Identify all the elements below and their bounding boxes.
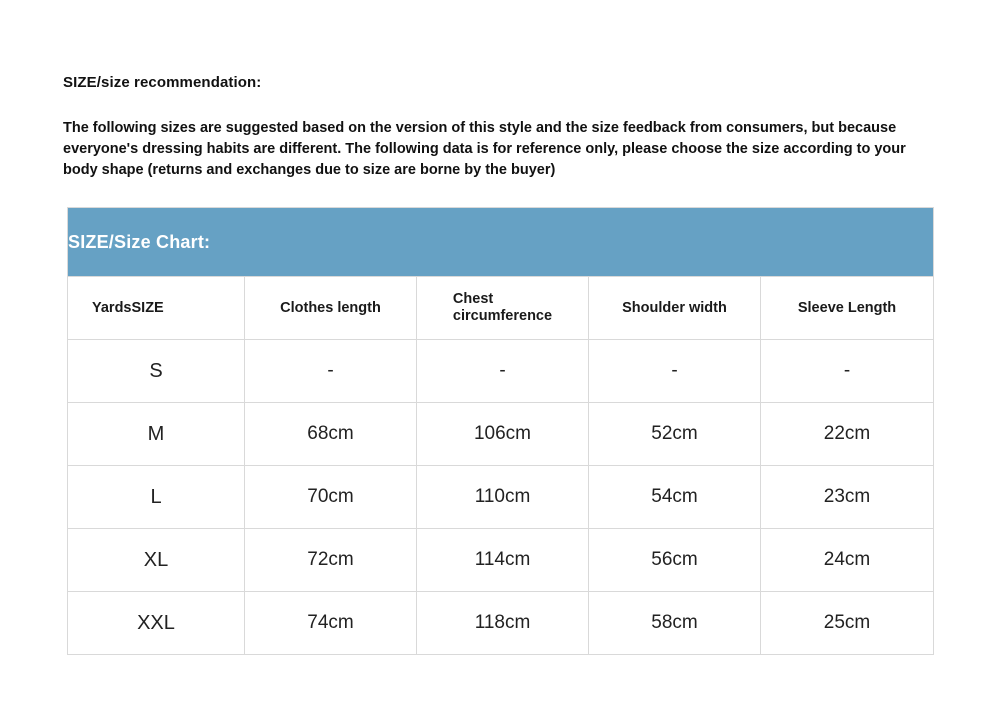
table-row xyxy=(68,529,934,592)
header-chest-line2: circumference xyxy=(452,308,553,324)
cell-sleeve-length: 23cm xyxy=(761,466,934,529)
table-row xyxy=(68,466,934,529)
header-yards-size: YardsSIZE xyxy=(68,277,245,340)
header-chest-line1: Chest xyxy=(452,291,494,307)
cell-shoulder-width: - xyxy=(589,340,761,403)
size-chart-table xyxy=(67,207,934,655)
cell-chest-circumference: 114cm xyxy=(417,529,589,592)
cell-chest-circumference: 118cm xyxy=(417,592,589,655)
header-clothes-length: Clothes length xyxy=(245,277,417,340)
table-title-text: SIZE/Size Chart: xyxy=(68,231,211,252)
cell-size: XXL xyxy=(68,592,245,655)
cell-sleeve-length: - xyxy=(761,340,934,403)
cell-size: XL xyxy=(68,529,245,592)
table-row xyxy=(68,403,934,466)
intro-paragraph: The following sizes are suggested based on the version of this style and the size feedback from consumers, but because everyone's dressing habits are different. The following data is for reference only, please choose the size according to your body shape (returns and exchanges due to size are borne by the buyer) xyxy=(63,120,906,178)
size-chart-table-wrapper xyxy=(67,207,933,655)
cell-sleeve-length: 25cm xyxy=(761,592,934,655)
cell-chest-circumference: 110cm xyxy=(417,466,589,529)
cell-shoulder-width: 56cm xyxy=(589,529,761,592)
cell-clothes-length: - xyxy=(245,340,417,403)
cell-chest-circumference: - xyxy=(417,340,589,403)
table-row xyxy=(68,592,934,655)
header-shoulder-width: Shoulder width xyxy=(589,277,761,340)
cell-clothes-length: 68cm xyxy=(245,403,417,466)
table-row xyxy=(68,340,934,403)
cell-sleeve-length: 24cm xyxy=(761,529,934,592)
table-title-row xyxy=(68,208,934,277)
cell-sleeve-length: 22cm xyxy=(761,403,934,466)
cell-clothes-length: 74cm xyxy=(245,592,417,655)
header-sleeve-length: Sleeve Length xyxy=(761,277,934,340)
cell-size: S xyxy=(68,340,245,403)
cell-shoulder-width: 52cm xyxy=(589,403,761,466)
page-title: SIZE/size recommendation: xyxy=(63,74,262,91)
cell-clothes-length: 70cm xyxy=(245,466,417,529)
cell-clothes-length: 72cm xyxy=(245,529,417,592)
header-chest-circumference xyxy=(417,277,589,340)
header-chest-circumference-text xyxy=(453,291,552,325)
cell-shoulder-width: 54cm xyxy=(589,466,761,529)
cell-size: M xyxy=(68,403,245,466)
table-title-cell xyxy=(68,208,934,277)
table-header-row xyxy=(68,277,934,340)
cell-shoulder-width: 58cm xyxy=(589,592,761,655)
cell-chest-circumference: 106cm xyxy=(417,403,589,466)
cell-size: L xyxy=(68,466,245,529)
